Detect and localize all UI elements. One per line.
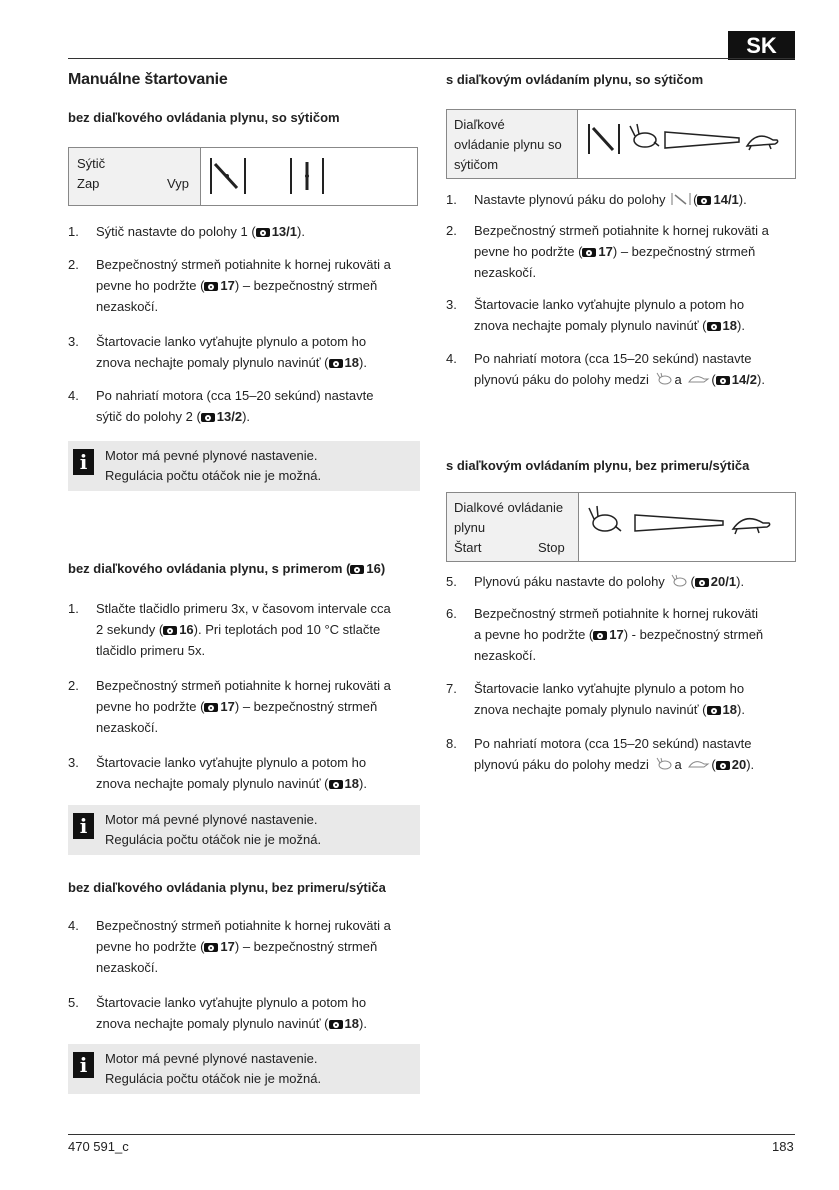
figure-ref-icon — [329, 359, 343, 368]
figure-ref-icon — [582, 248, 596, 257]
figure-ref-icon — [204, 943, 218, 952]
rabbit-small-icon — [655, 373, 673, 385]
figure-ref-icon — [697, 196, 711, 205]
remote-no-primer-table — [446, 492, 796, 562]
figure-ref-icon — [329, 780, 343, 789]
rabbit-small-icon — [655, 758, 673, 770]
figure-ref-icon — [204, 703, 218, 712]
rabbit-small-icon — [670, 575, 688, 587]
throttle-rabbit-turtle-scale — [627, 122, 787, 156]
figure-ref-icon — [707, 706, 721, 715]
figure-ref-icon — [329, 1020, 343, 1029]
throttle-rabbit-turtle-scale — [585, 505, 785, 539]
remote-label-cell: Dialkové ovládanie plynu Štart Stop — [447, 493, 579, 561]
remote-choke-label-cell: Diaľkové ovládanie plynu so sýtičom — [447, 110, 578, 178]
section-heading-remote-choke: s diaľkovým ovládaním plynu, so sýtičom — [446, 72, 704, 87]
turtle-icon — [733, 519, 770, 534]
choke-on-label: Zap — [77, 176, 100, 191]
figure-ref-icon — [716, 376, 730, 385]
figure-ref-icon — [707, 322, 721, 331]
remote-choke-table — [446, 109, 796, 179]
section-heading-remote-no-primer: s diaľkovým ovládaním plynu, bez primeru/sýtiča — [446, 458, 750, 473]
info-note-3: i Motor má pevné plynové nastavenie. Regulácia počtu otáčok nie je možná. — [68, 1044, 420, 1094]
turtle-small-icon — [687, 758, 709, 770]
figure-ref-icon — [695, 578, 709, 587]
figure-ref-icon — [204, 282, 218, 291]
figure-ref-icon — [593, 631, 607, 640]
choke-closed-icon — [587, 122, 623, 156]
turtle-small-icon — [687, 373, 709, 385]
rabbit-icon — [589, 506, 621, 531]
footer-rule — [68, 1134, 795, 1135]
figure-ref-icon — [350, 565, 364, 574]
info-note-1: i Motor má pevné plynové nastavenie. Regulácia počtu otáčok nie je možná. — [68, 441, 420, 491]
figure-ref-icon — [163, 626, 177, 635]
info-note-2: i Motor má pevné plynové nastavenie. Regulácia počtu otáčok nie je možná. — [68, 805, 420, 855]
page-title: Manuálne štartovanie — [68, 71, 228, 88]
info-icon: i — [73, 1052, 94, 1078]
turtle-icon — [747, 136, 778, 150]
language-badge: SK — [728, 31, 795, 60]
choke-off-label: Vyp — [167, 176, 189, 191]
page-number: 183 — [772, 1139, 794, 1154]
choke-open-icon — [287, 156, 327, 196]
choke-label: Sýtič — [77, 156, 106, 171]
document-code: 470 591_c — [68, 1139, 129, 1154]
info-icon: i — [73, 813, 94, 839]
choke-closed-icon — [209, 156, 249, 196]
section-heading-choke: bez diaľkového ovládania plynu, so sýtičom — [68, 110, 340, 125]
section-heading-primer: bez diaľkového ovládania plynu, s primerom ( 16) — [68, 561, 386, 576]
choke-closed-small-icon — [671, 192, 691, 206]
info-icon: i — [73, 449, 94, 475]
figure-ref-icon — [256, 228, 270, 237]
figure-ref-icon — [716, 761, 730, 770]
section-heading-no-primer: bez diaľkového ovládania plynu, bez primeru/sýtiča — [68, 880, 386, 895]
choke-table — [68, 147, 418, 206]
rabbit-icon — [630, 124, 659, 147]
header-rule — [68, 58, 795, 59]
figure-ref-icon — [201, 413, 215, 422]
choke-table-label-cell — [69, 148, 201, 205]
